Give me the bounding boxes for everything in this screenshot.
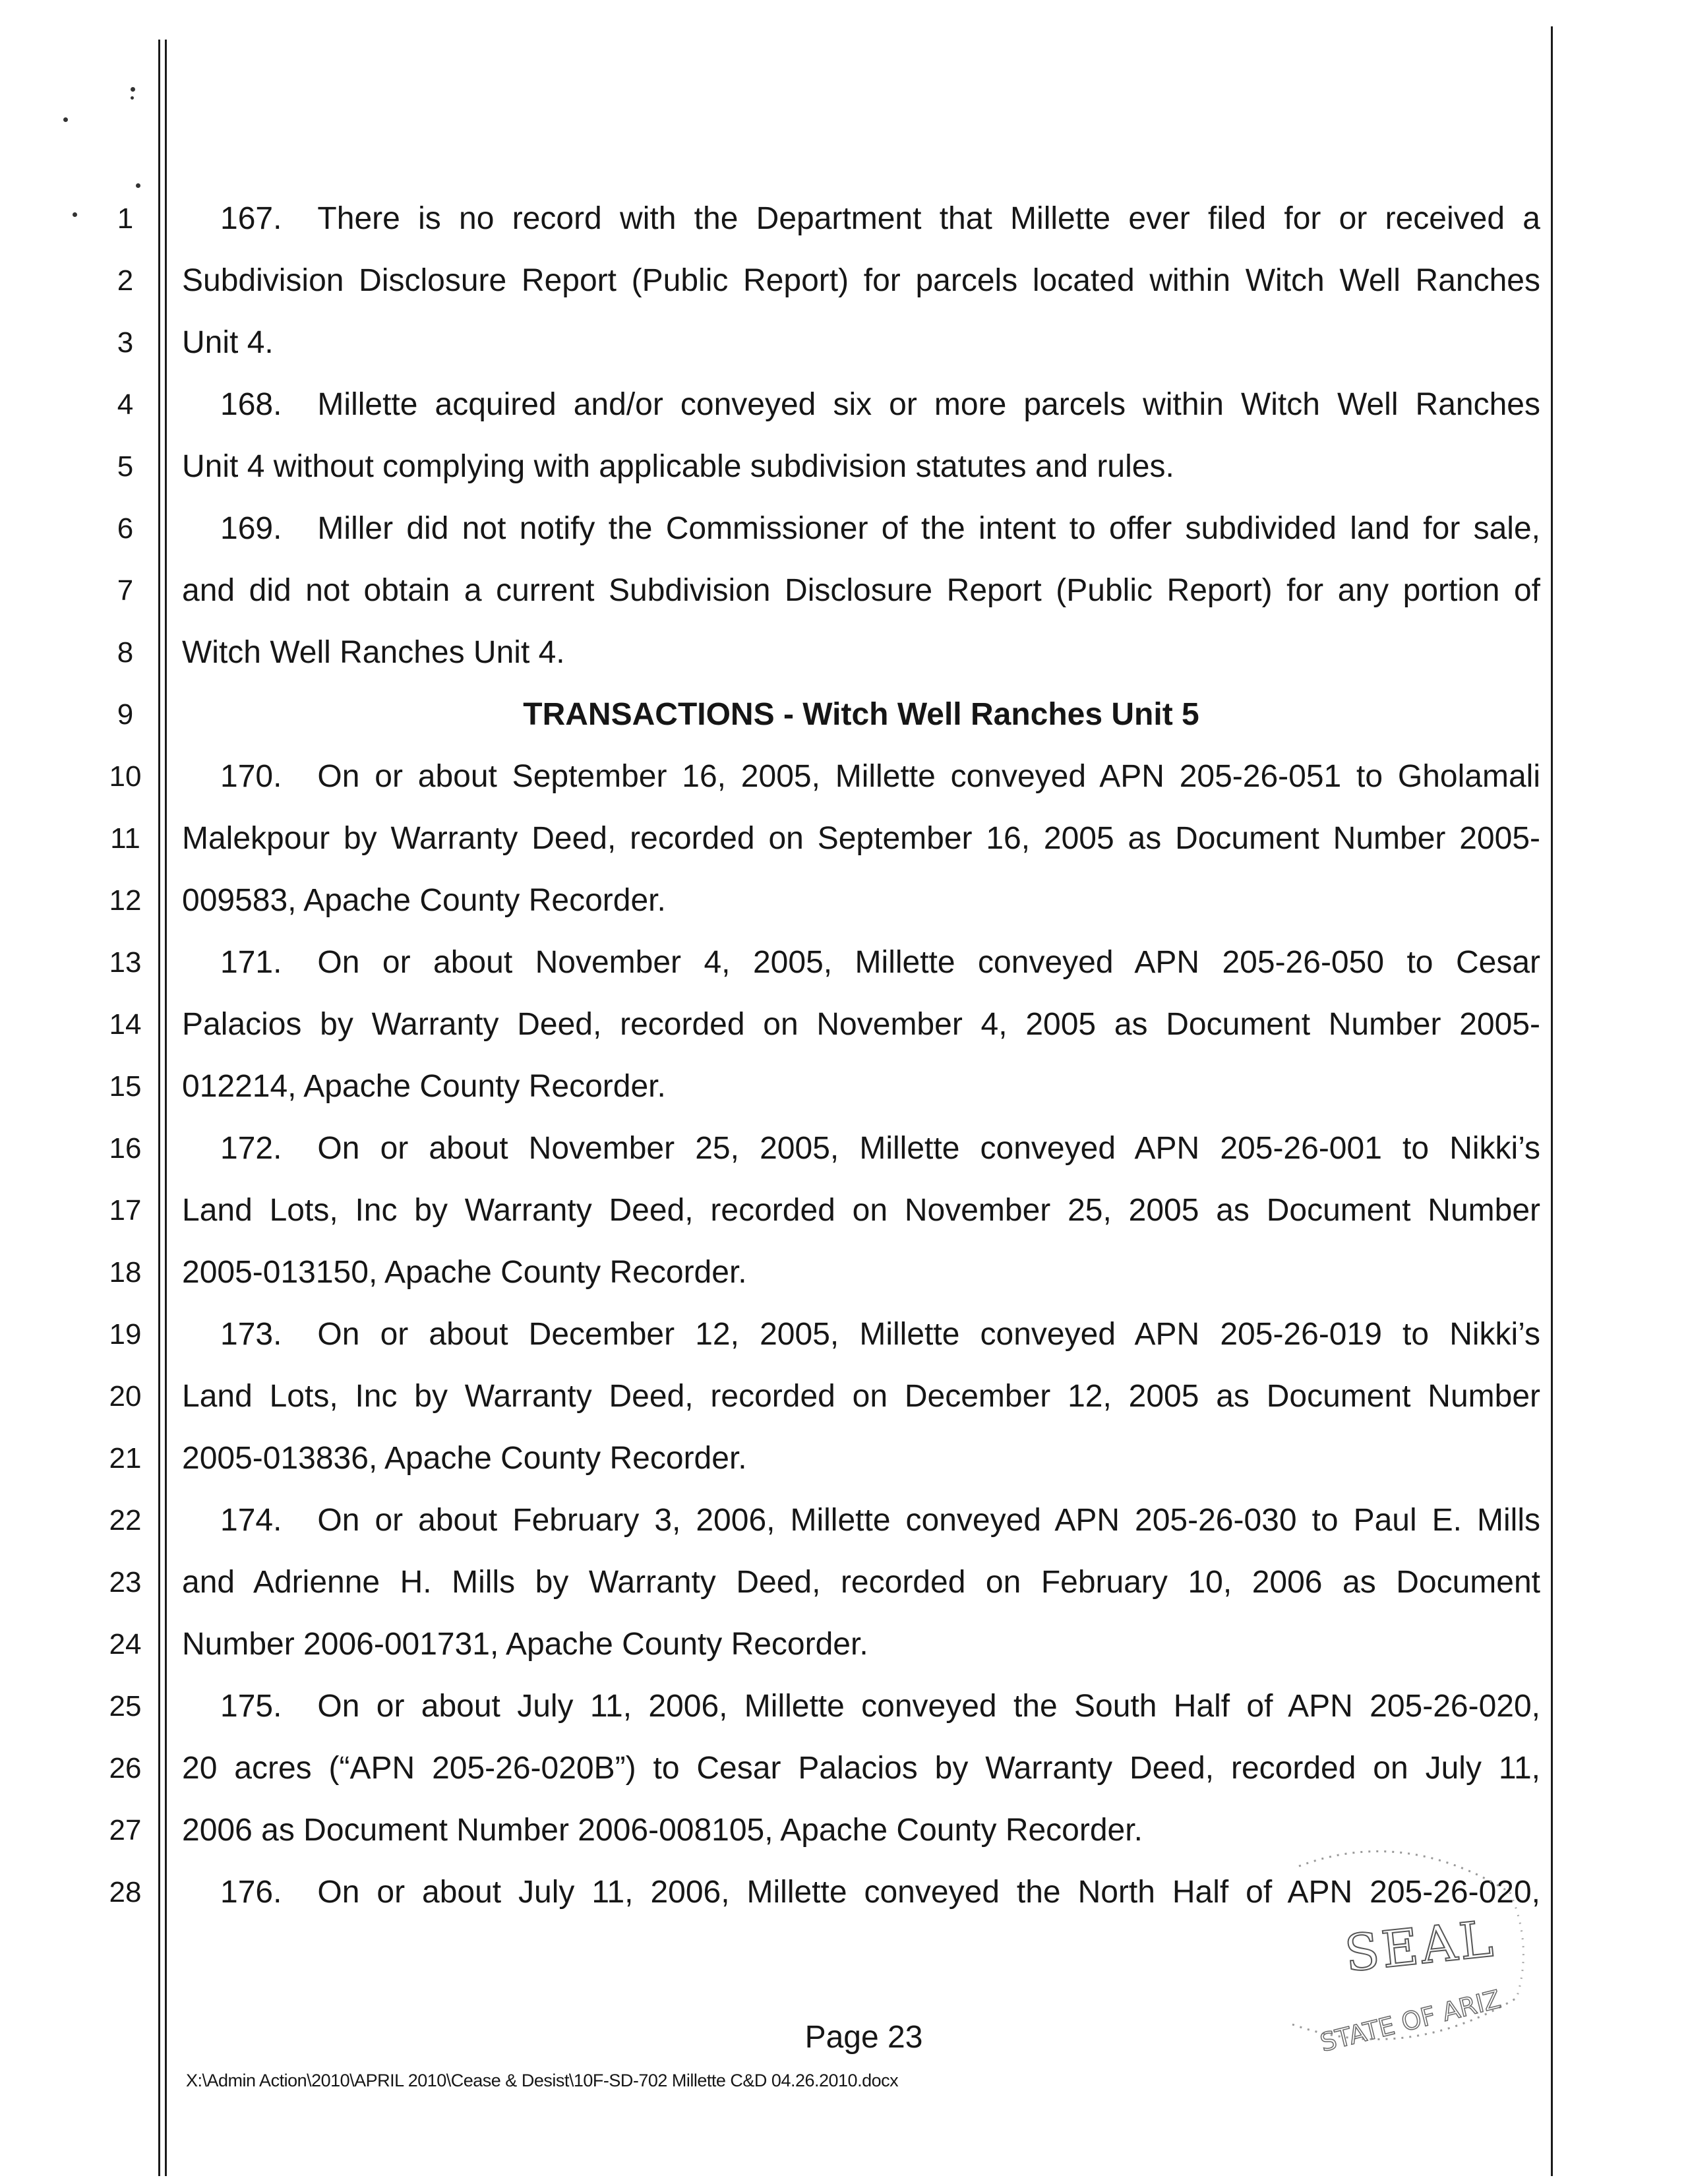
text-line: Land Lots, Inc by Warranty Deed, recorded on December 12, 2005 as Document Number [182, 1379, 1540, 1414]
paragraph-number: 176. [220, 1875, 282, 1910]
paragraph-number: 174. [220, 1503, 282, 1538]
paragraph-number: 172. [220, 1131, 282, 1166]
paragraph-first-line [220, 1501, 1540, 1540]
text-line: Malekpour by Warranty Deed, recorded on September 16, 2005 as Document Number 2005- [182, 821, 1540, 856]
paragraph-number: 167. [220, 201, 282, 236]
line-number: 7 [117, 574, 134, 607]
line-number: 21 [109, 1442, 142, 1474]
paragraph-text: On or about September 16, 2005, Millette conveyed APN 205-26-051 to Gholamali [317, 759, 1540, 794]
section-heading: TRANSACTIONS - Witch Well Ranches Unit 5 [523, 697, 1199, 732]
line-number: 9 [117, 698, 134, 731]
paragraph-text: On or about February 3, 2006, Millette conveyed APN 205-26-030 to Paul E. Mills [317, 1503, 1540, 1538]
line-number: 14 [109, 1008, 142, 1041]
paragraph-text: There is no record with the Department that Millette ever filed for or received a [317, 201, 1540, 236]
line-number: 10 [109, 760, 142, 793]
text-line: Number 2006-001731, Apache County Recorder. [182, 1627, 868, 1662]
seal-word: SEAL [1342, 1908, 1499, 1984]
line-number: 3 [117, 326, 134, 359]
line-number: 8 [117, 636, 134, 669]
line-number: 6 [117, 512, 134, 545]
paragraph-first-line [220, 199, 1540, 239]
seal-graphic [1273, 1840, 1536, 2057]
line-number: 5 [117, 450, 134, 483]
state-seal-stamp [1273, 1840, 1536, 2057]
text-line: Palacios by Warranty Deed, recorded on November 4, 2005 as Document Number 2005- [182, 1007, 1540, 1042]
line-number: 23 [109, 1566, 142, 1598]
line-number: 12 [109, 884, 142, 917]
scan-speck [63, 117, 68, 122]
text-line: 2005-013836, Apache County Recorder. [182, 1441, 747, 1476]
paragraph-first-line [220, 1129, 1540, 1168]
line-number: 20 [109, 1380, 142, 1412]
seal-arc-text: STATE OF ARIZ [1317, 1984, 1504, 2057]
line-number: 17 [109, 1194, 142, 1227]
paragraph-text: On or about July 11, 2006, Millette conveyed the North Half of APN 205-26-020, [317, 1875, 1540, 1910]
paragraph-text: On or about December 12, 2005, Millette conveyed APN 205-26-019 to Nikki’s [317, 1317, 1540, 1352]
paragraph-text: On or about November 25, 2005, Millette conveyed APN 205-26-001 to Nikki’s [317, 1131, 1540, 1166]
line-number: 1 [117, 202, 134, 235]
paragraph-text: On or about November 4, 2005, Millette conveyed APN 205-26-050 to Cesar [317, 945, 1540, 980]
paragraph-number: 175. [220, 1689, 282, 1724]
scan-speck [136, 183, 140, 188]
text-line: Unit 4 without complying with applicable subdivision statutes and rules. [182, 449, 1174, 484]
left-margin-rule-inner [165, 40, 167, 2176]
paragraph-number: 170. [220, 759, 282, 794]
line-number: 22 [109, 1504, 142, 1536]
text-line: Subdivision Disclosure Report (Public Report) for parcels located within Witch Well Ranches [182, 263, 1540, 298]
paragraph-number: 173. [220, 1317, 282, 1352]
page-number: Page 23 [804, 2020, 923, 2055]
text-line: and Adrienne H. Mills by Warranty Deed, recorded on February 10, 2006 as Document [182, 1565, 1540, 1600]
paragraph-number: 169. [220, 511, 282, 546]
file-path-footer: X:\Admin Action\2010\APRIL 2010\Cease & Desist\10F-SD-702 Millette C&D 04.26.2010.docx [186, 2071, 899, 2090]
line-number: 25 [109, 1690, 142, 1722]
paragraph-number: 171. [220, 945, 282, 980]
line-number: 28 [109, 1876, 142, 1908]
line-number: 15 [109, 1070, 142, 1103]
scan-speck [73, 212, 77, 217]
paragraph-text: Miller did not notify the Commissioner of the intent to offer subdivided land for sale, [317, 511, 1540, 546]
paragraph-text: Millette acquired and/or conveyed six or more parcels within Witch Well Ranches [317, 387, 1540, 422]
text-line: 2006 as Document Number 2006-008105, Apache County Recorder. [182, 1813, 1143, 1848]
line-number: 2 [117, 264, 134, 297]
scan-speck [131, 87, 135, 92]
paragraph-first-line [220, 385, 1540, 425]
text-line: 2005-013150, Apache County Recorder. [182, 1255, 747, 1290]
line-number: 19 [109, 1318, 142, 1350]
paragraph-first-line [220, 943, 1540, 983]
line-number: 24 [109, 1628, 142, 1660]
left-margin-rule-outer [158, 40, 160, 2176]
line-number: 16 [109, 1132, 142, 1165]
paragraph-first-line [220, 1315, 1540, 1354]
line-number: 11 [110, 822, 140, 855]
paragraph-first-line [220, 1687, 1540, 1726]
paragraph-first-line [220, 509, 1540, 549]
text-line: 009583, Apache County Recorder. [182, 883, 666, 918]
line-number: 13 [109, 946, 142, 979]
text-line: Land Lots, Inc by Warranty Deed, recorded on November 25, 2005 as Document Number [182, 1193, 1540, 1228]
right-margin-rule [1551, 26, 1553, 2176]
scan-speck [131, 96, 134, 100]
line-number: 26 [109, 1752, 142, 1784]
paragraph-first-line [220, 757, 1540, 797]
paragraph-number: 168. [220, 387, 282, 422]
text-line: 20 acres (“APN 205-26-020B”) to Cesar Palacios by Warranty Deed, recorded on July 11, [182, 1751, 1540, 1786]
line-number: 4 [117, 388, 134, 421]
text-line: Unit 4. [182, 325, 274, 360]
line-number: 27 [109, 1814, 142, 1846]
paragraph-text: On or about July 11, 2006, Millette conveyed the South Half of APN 205-26-020, [317, 1689, 1540, 1724]
line-number: 18 [109, 1256, 142, 1289]
text-line: Witch Well Ranches Unit 4. [182, 635, 565, 670]
text-line: 012214, Apache County Recorder. [182, 1069, 666, 1104]
text-line: and did not obtain a current Subdivision Disclosure Report (Public Report) for any portion of [182, 573, 1540, 608]
